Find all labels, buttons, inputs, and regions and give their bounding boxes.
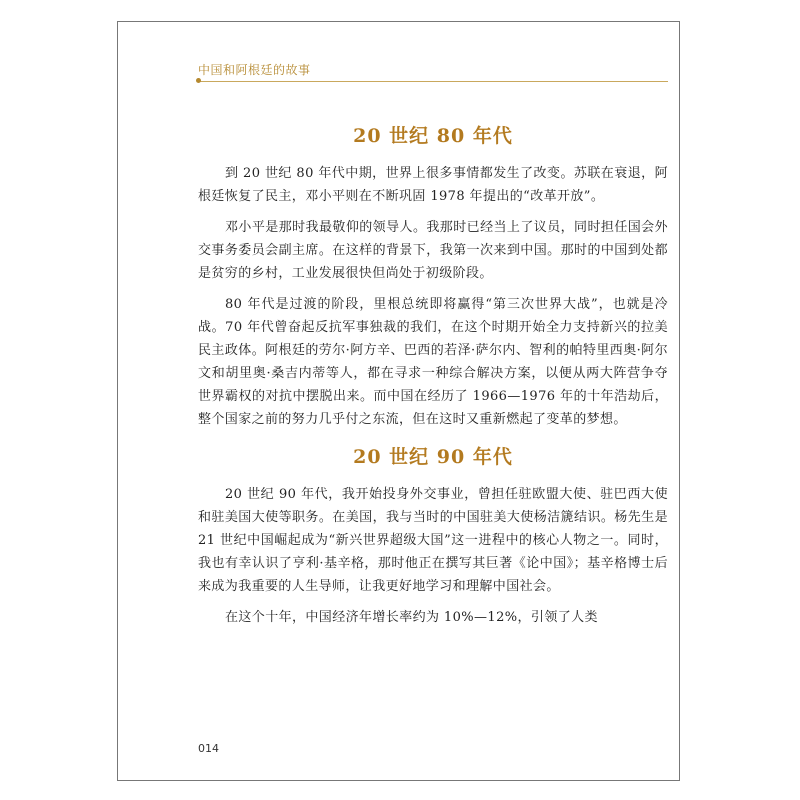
paragraph: 在这个十年，中国经济年增长率约为 10%—12%，引领了人类 [225, 610, 598, 625]
running-header [198, 60, 668, 82]
paragraph: 到 20 世纪 80 年代中期，世界上很多事情都发生了改变。苏联在衰退，阿根廷恢复了民主，邓小平则在不断巩固 1978 年提出的“改革开放”。 [198, 166, 668, 204]
page-number: 014 [198, 742, 219, 755]
book-page [117, 21, 680, 781]
paragraph: 邓小平是那时我最敬仰的领导人。我那时已经当上了议员，同时担任国会外交事务委员会副主席。在这样的背景下，我第一次来到中国。那时的中国到处都是贫穷的乡村，工业发展很快但尚处于初级阶段。 [198, 220, 668, 281]
header-dot-ornament [196, 78, 201, 83]
section-title-1990s: 20 世纪 90 年代 [353, 446, 513, 468]
paragraph: 20 世纪 90 年代，我开始投身外交事业，曾担任驻欧盟大使、驻巴西大使和驻美国大使等职务。在美国，我与当时的中国驻美大使杨洁篪结识。杨先生是 21 世纪中国崛起成为“新兴世界超级大国”这一进程中的核心人物之一。同时，我也有幸认识了亨利·基辛格，那时他正在撰写其巨著《论中国》；基辛格博士后来成为我重要的人生导师，让我更好地学习和理解中国社会。 [198, 487, 668, 594]
page-body [198, 120, 668, 629]
section-title-1980s: 20 世纪 80 年代 [353, 125, 513, 147]
running-header-title: 中国和阿根廷的故事 [198, 63, 311, 77]
paragraph: 80 年代是过渡的阶段，里根总统即将赢得“第三次世界大战”，也就是冷战。70 年代曾奋起反抗军事独裁的我们，在这个时期开始全力支持新兴的拉美民主政体。阿根廷的劳尔·阿方辛、巴西的若泽·萨尔内、智利的帕特里西奥·阿尔文和胡里奥·桑吉内蒂等人，都在寻求一种综合解决方案，以便从两大阵营争夺世界霸权的对抗中摆脱出来。而中国在经历了 1966—1976 年的十年浩劫后，整个国家之前的努力几乎付之东流，但在这时又重新燃起了变革的梦想。 [198, 297, 668, 427]
